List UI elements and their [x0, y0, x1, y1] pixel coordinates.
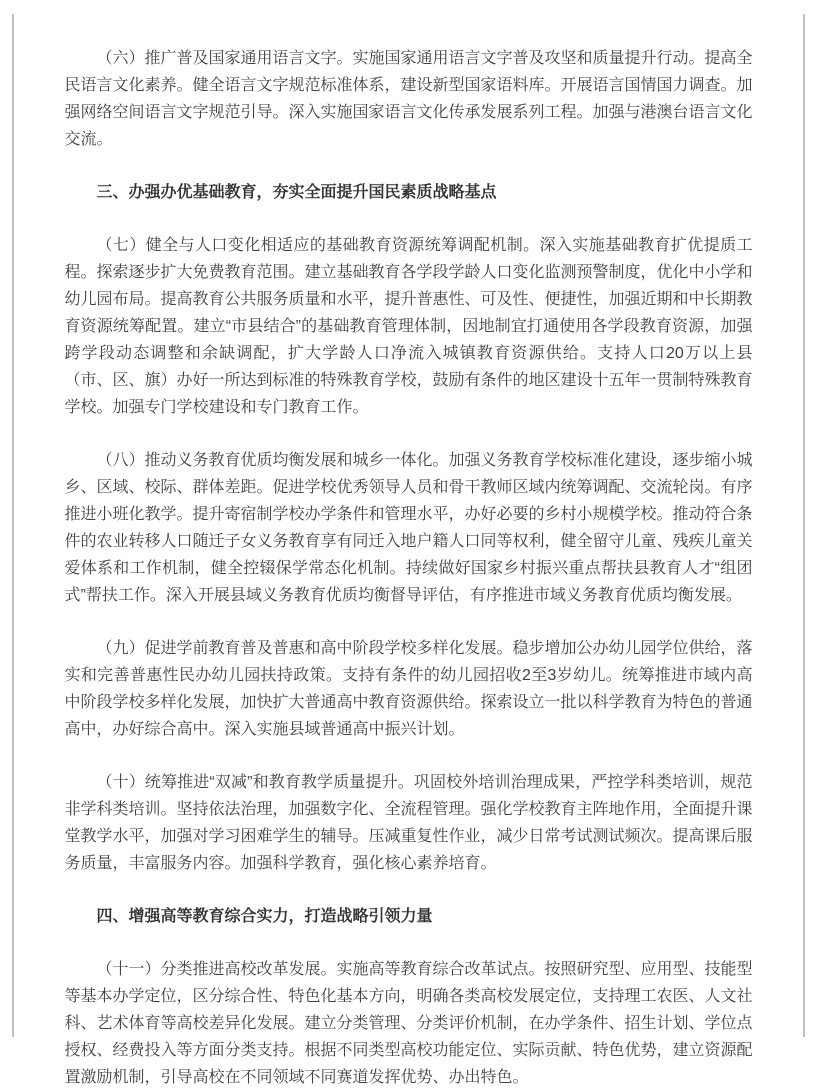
article-body: [65, 14, 753, 1091]
paragraph-item-6: （六）推广普及国家通用语言文字。实施国家通用语言文字普及攻坚和质量提升行动。提高全民语言文化素养。健全语言文字规范标准体系，建设新型国家语料库。开展语言国情国力调查。加强网络空间语言文字规范引导。深入实施国家语言文化传承发展系列工程。加强与港澳台语言文化交流。: [64, 50, 753, 148]
section-heading-4: 四、增强高等教育综合实力，打造战略引领力量: [96, 908, 433, 925]
section-heading-3: 三、办强办优基础教育，夯实全面提升国民素质战略基点: [96, 184, 497, 201]
paragraph-item-7: （七）健全与人口变化相适应的基础教育资源统筹调配机制。深入实施基础教育扩优提质工程。探索逐步扩大免费教育范围。建立基础教育各学段学龄人口变化监测预警制度，优化中小学和幼儿园布局。提高教育公共服务质量和水平，提升普惠性、可及性、便捷性，加强近期和中长期教育资源统筹配置。建立“市县结合”的基础教育管理体制，因地制宜打通使用各学段教育资源，加强跨学段动态调整和余缺调配，扩大学龄人口净流入城镇教育资源供给。支持人口20万以上县（市、区、旗）办好一所达到标准的特殊教育学校，鼓励有条件的地区建设十五年一贯制特殊教育学校。加强专门学校建设和专门教育工作。: [64, 237, 753, 416]
paragraph-item-10: （十）统筹推进“双减”和教育教学质量提升。巩固校外培训治理成果，严控学科类培训，规范非学科类培训。坚持依法治理，加强数字化、全流程管理。强化学校教育主阵地作用，全面提升课堂教学水平，加强对学习困难学生的辅导。压减重复性作业，减少日常考试测试频次。提高课后服务质量，丰富服务内容。加强科学教育，强化核心素养培育。: [64, 774, 753, 872]
document-page-frame: [12, 14, 805, 1086]
paragraph-item-8: （八）推动义务教育优质均衡发展和城乡一体化。加强义务教育学校标准化建设，逐步缩小城乡、区域、校际、群体差距。促进学校优秀领导人员和骨干教师区域内统筹调配、交流轮岗。有序推进小班化教学。提升寄宿制学校办学条件和管理水平，办好必要的乡村小规模学校。推动符合条件的农业转移人口随迁子女义务教育享有同迁入地户籍人口同等权利，健全留守儿童、残疾儿童关爱体系和工作机制，健全控辍保学常态化机制。持续做好国家乡村振兴重点帮扶县教育人才“组团式”帮扶工作。深入开展县域义务教育优质均衡督导评估，有序推进市域义务教育优质均衡发展。: [64, 452, 753, 604]
paragraph-item-11: （十一）分类推进高校改革发展。实施高等教育综合改革试点。按照研究型、应用型、技能型等基本办学定位，区分综合性、特色化基本方向，明确各类高校发展定位，支持理工农医、人文社科、艺术体育等高校差异化发展。建立分类管理、分类评价机制，在办学条件、招生计划、学位点授权、经费投入等方面分类支持。根据不同类型高校功能定位、实际贡献、特色优势，建立资源配置激励机制，引导高校在不同领域不同赛道发挥优势、办出特色。: [64, 961, 753, 1086]
paragraph-item-9: （九）促进学前教育普及普惠和高中阶段学校多样化发展。稳步增加公办幼儿园学位供给，落实和完善普惠性民办幼儿园扶持政策。支持有条件的幼儿园招收2至3岁幼儿。统筹推进市域内高中阶段学校多样化发展，加快扩大普通高中教育资源供给。探索设立一批以科学教育为特色的普通高中，办好综合高中。深入实施县域普通高中振兴计划。: [64, 640, 753, 738]
